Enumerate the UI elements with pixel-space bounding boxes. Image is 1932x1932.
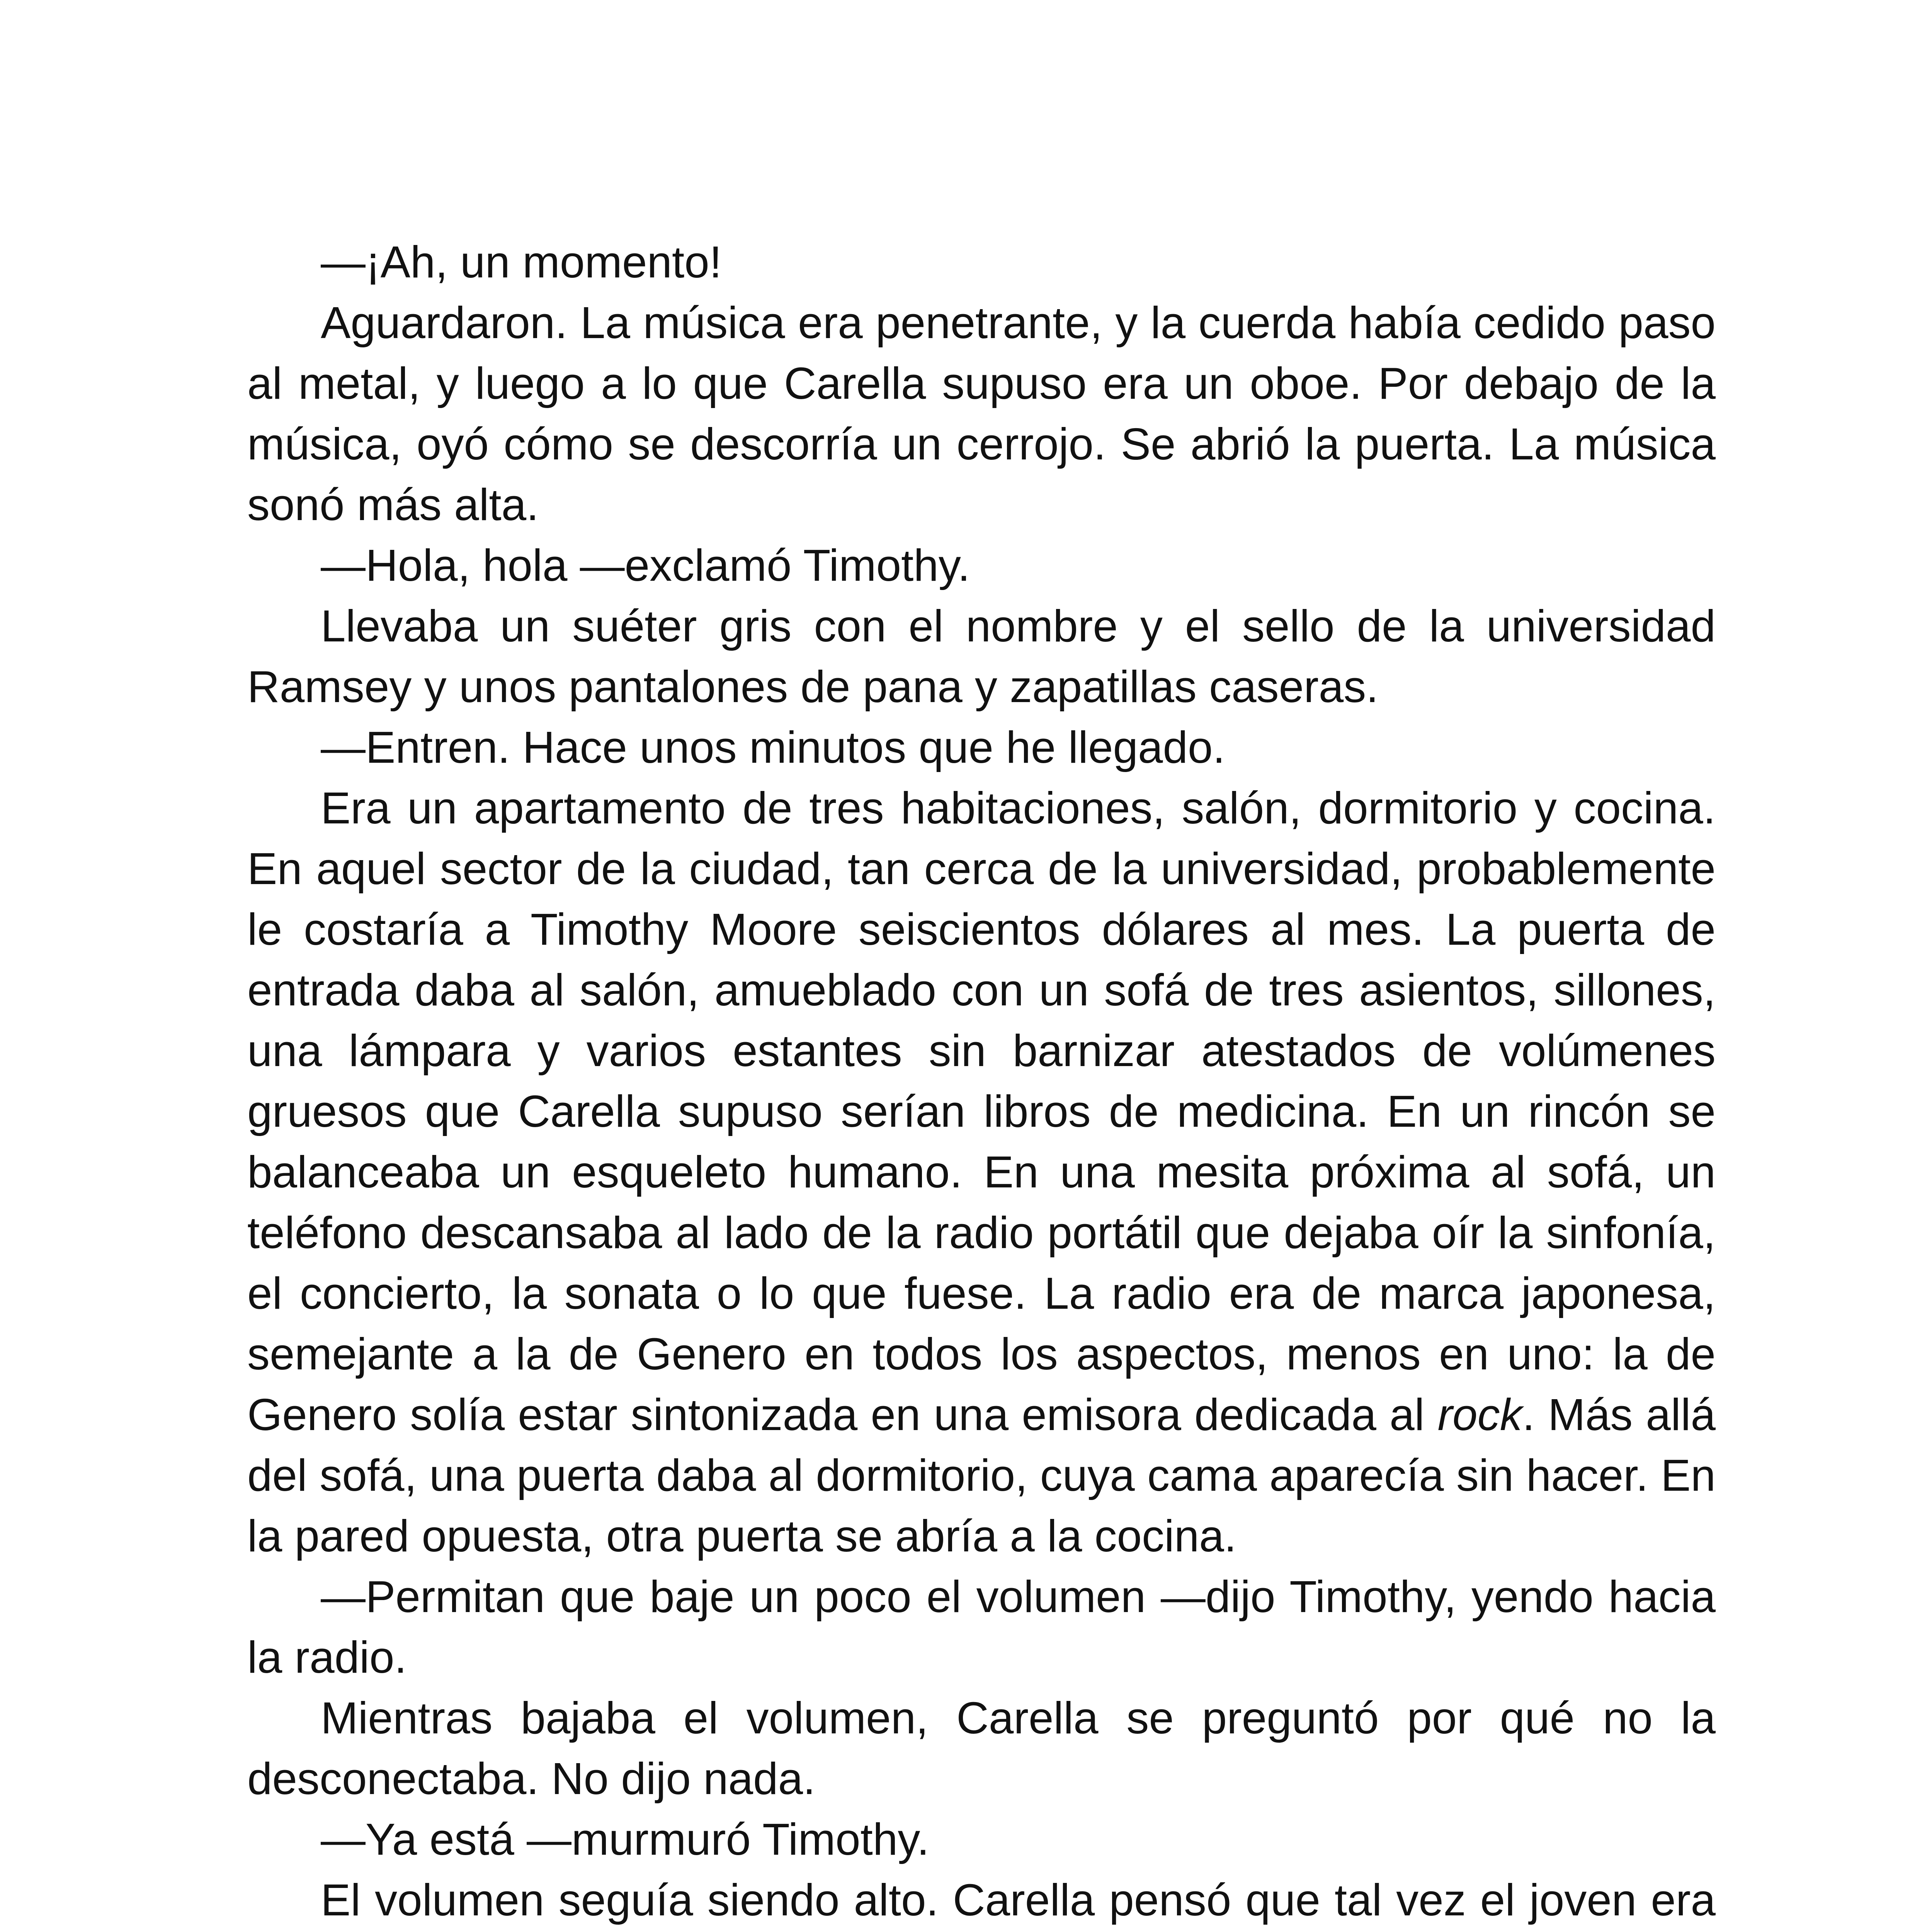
paragraph-4: Llevaba un suéter gris con el nombre y el sello de la universidad Ramsey y unos pantalones de pana y zapatillas caseras. <box>247 601 1716 712</box>
paragraph-7: —Permitan que baje un poco el volumen —dijo Timothy, yendo hacia la radio. <box>247 1571 1716 1682</box>
paragraph-3: —Hola, hola —exclamó Timothy. <box>321 540 970 590</box>
text-column <box>247 232 1716 1932</box>
paragraph-2: Aguardaron. La música era penetrante, y la cuerda había cedido paso al metal, y luego a lo que Carella supuso era un oboe. Por debajo de la música, oyó cómo se descorría un cerrojo. Se abrió la puerta. La música sonó más alta. <box>247 298 1716 530</box>
paragraph-10: El volumen seguía siendo alto. Carella pensó que tal vez el joven era <box>321 1875 1716 1925</box>
paragraph-6 <box>247 778 1716 1566</box>
paragraph-9: —Ya está —murmuró Timothy. <box>321 1814 930 1864</box>
paragraph-6-italic-word: rock <box>1437 1389 1522 1440</box>
paragraph-8: Mientras bajaba el volumen, Carella se preguntó por qué no la desconectaba. No dijo nada. <box>247 1693 1716 1804</box>
paragraph-1: —¡Ah, un momento! <box>321 237 722 287</box>
paragraph-6-text-end: . Más allá del sofá, una puerta daba al dormitorio, cuya cama aparecía sin hacer. En la pared opuesta, otra puerta se abría a la cocina. <box>247 1389 1716 1561</box>
paragraph-5: —Entren. Hace unos minutos que he llegado. <box>321 722 1225 772</box>
paragraph-6-text-start: Era un apartamento de tres habitaciones, salón, dormitorio y cocina. En aquel sector de la ciudad, tan cerca de la universidad, probablemente le costaría a Timothy Moore seiscientos dólares al mes. La puerta de entrada daba al salón, amueblado con un sofá de tres asientos, sillones, una lámpara y varios estantes sin barnizar atestados de volúmenes gruesos que Carella supuso serían libros de medicina. En un rincón se balanceaba un esqueleto humano. En una mesita próxima al sofá, un teléfono descansaba al lado de la radio portátil que dejaba oír la sinfonía, el concierto, la sonata o lo que fuese. La radio era de marca japonesa, semejante a la de Genero en todos los aspectos, menos en uno: la de Genero solía estar sintonizada en una emisora dedicada al <box>247 783 1716 1440</box>
